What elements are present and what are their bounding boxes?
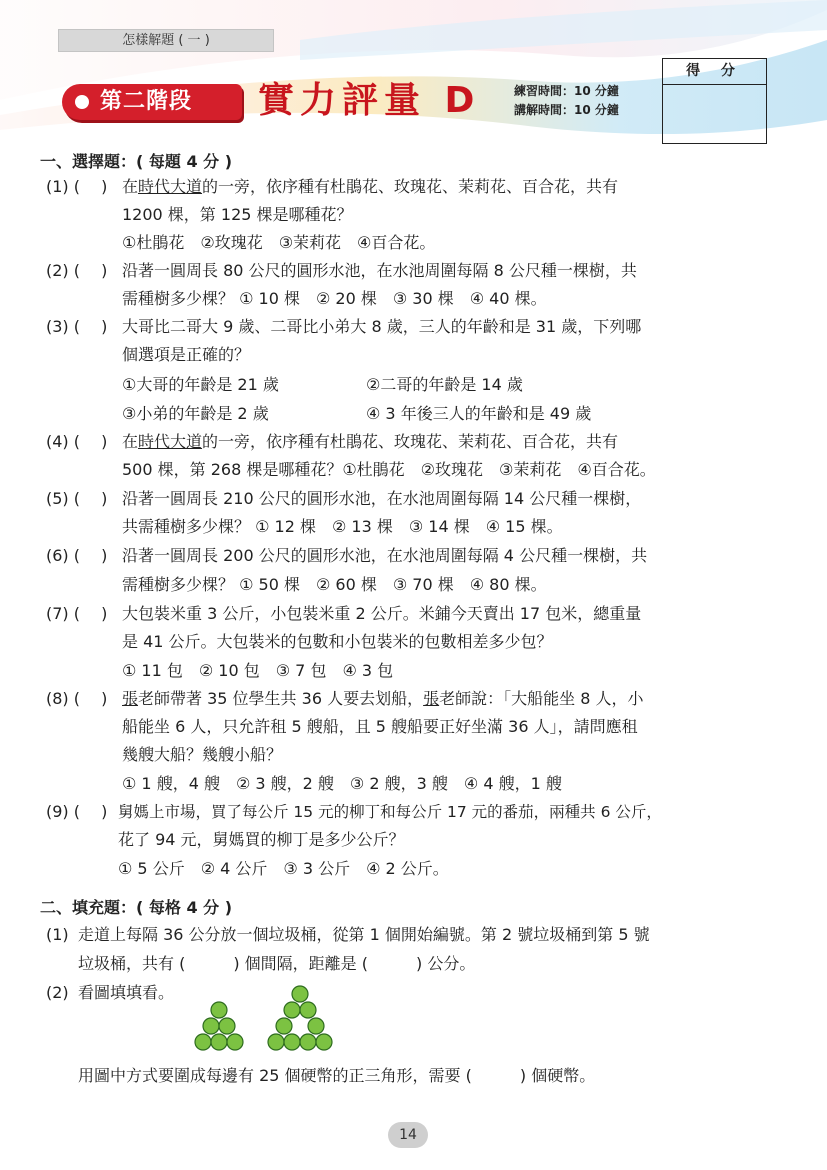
q3-number[interactable]: (3) ( ) bbox=[46, 317, 108, 336]
fill-q1-number: (1) bbox=[46, 925, 69, 944]
q8-number[interactable]: (8) ( ) bbox=[46, 689, 108, 708]
coin-icon bbox=[284, 1034, 300, 1050]
q8-line-1: 張老師帶著 35 位學生共 36 人要去划船，張老師說：「大船能坐 8 人，小 bbox=[122, 689, 644, 708]
coin-icon bbox=[276, 1018, 292, 1034]
q8-line-2: 船能坐 6 人，只允許租 5 艘船，且 5 艘船要正好坐滿 36 人」，請問應租 bbox=[122, 717, 638, 736]
q7-line-1: 大包裝米重 3 公斤，小包裝米重 2 公斤。米鋪今天賣出 17 包米，總重量 bbox=[122, 604, 642, 623]
q9-number[interactable]: (9) ( ) bbox=[46, 802, 108, 821]
coin-icon bbox=[268, 1034, 284, 1050]
q2-number[interactable]: (2) ( ) bbox=[46, 261, 108, 280]
q1-number[interactable]: (1) ( ) bbox=[46, 177, 108, 196]
section-1-title: 一、選擇題：( 每題 4 分 ) bbox=[40, 152, 233, 171]
stage-label: 第二階段 bbox=[100, 89, 193, 114]
q3-line-1: 大哥比二哥大 9 歲、二哥比小弟大 8 歲，三人的年齡和是 31 歲，下列哪 bbox=[122, 317, 642, 336]
coin-icon bbox=[292, 986, 308, 1002]
q5-line-2: 共需種樹多少棵？ ① 12 棵 ② 13 棵 ③ 14 棵 ④ 15 棵。 bbox=[122, 517, 563, 536]
fill-q1-line-1: 走道上每隔 36 公分放一個垃圾桶，從第 1 個開始編號。第 2 號垃圾桶到第 5 號 bbox=[78, 925, 650, 944]
q9-line-1: 舅媽上市場，買了每公斤 15 元的柳丁和每公斤 17 元的番茄，兩種共 6 公斤， bbox=[118, 803, 662, 821]
q8-line-3: 幾艘大船？幾艘小船？ bbox=[122, 745, 283, 764]
coin-icon bbox=[211, 1034, 227, 1050]
fill-q2-line-1: 看圖填填看。 bbox=[78, 983, 175, 1002]
coin-icon bbox=[195, 1034, 211, 1050]
q3-option-4: ④ 3 年後三人的年齡和是 49 歲 bbox=[366, 404, 592, 423]
q7-options: ① 11 包 ② 10 包 ③ 7 包 ④ 3 包 bbox=[122, 661, 394, 680]
section-2-title: 二、填充題：( 每格 4 分 ) bbox=[40, 898, 233, 917]
bullet-dot-icon bbox=[75, 95, 89, 109]
q1-options: ①杜鵑花 ②玫瑰花 ③茉莉花 ④百合花。 bbox=[122, 233, 436, 252]
coin-icon bbox=[300, 1034, 316, 1050]
q9-line-2: 花了 94 元，舅媽買的柳丁是多少公斤？ bbox=[118, 830, 405, 849]
q5-line-1: 沿著一圓周長 210 公尺的圓形水池，在水池周圍每隔 14 公尺種一棵樹， bbox=[122, 489, 642, 508]
q6-line-1: 沿著一圓周長 200 公尺的圓形水池，在水池周圍每隔 4 公尺種一棵樹，共 bbox=[122, 546, 648, 565]
coin-icon bbox=[308, 1018, 324, 1034]
q7-line-2: 是 41 公斤。大包裝米的包數和小包裝米的包數相差多少包？ bbox=[122, 632, 553, 651]
stage-badge bbox=[62, 84, 242, 120]
q7-number[interactable]: (7) ( ) bbox=[46, 604, 108, 623]
q2-line-1: 沿著一圓周長 80 公尺的圓形水池，在水池周圍每隔 8 公尺種一棵樹，共 bbox=[122, 261, 637, 280]
q4-line-2: 500 棵，第 268 棵是哪種花？①杜鵑花 ②玫瑰花 ③茉莉花 ④百合花。 bbox=[122, 460, 656, 479]
fill-q1-line-2[interactable]: 垃圾桶，共有 ( ) 個間隔，距離是 ( ) 公分。 bbox=[78, 954, 476, 973]
q8-options: ① 1 艘，4 艘 ② 3 艘，2 艘 ③ 2 艘，3 艘 ④ 4 艘，1 艘 bbox=[122, 774, 562, 793]
evaluation-title: 實力評量 D bbox=[258, 80, 481, 121]
q5-number[interactable]: (5) ( ) bbox=[46, 489, 108, 508]
q4-number[interactable]: (4) ( ) bbox=[46, 432, 108, 451]
coin-icon bbox=[203, 1018, 219, 1034]
q1-line-1: 在時代大道的一旁，依序種有杜鵑花、玫瑰花、茉莉花、百合花，共有 bbox=[122, 177, 619, 196]
fill-q2-number: (2) bbox=[46, 983, 69, 1002]
time-info bbox=[514, 82, 619, 120]
page-number: 14 bbox=[388, 1122, 428, 1148]
coin-icon bbox=[316, 1034, 332, 1050]
q3-option-2: ②二哥的年齡是 14 歲 bbox=[366, 375, 523, 394]
q1-line-2: 1200 棵，第 125 棵是哪種花？ bbox=[122, 205, 353, 224]
q3-option-3: ③小弟的年齡是 2 歲 bbox=[122, 404, 269, 423]
practice-time: 練習時間：10 分鐘 bbox=[514, 84, 619, 98]
q6-line-2: 需種樹多少棵？ ① 50 棵 ② 60 棵 ③ 70 棵 ④ 80 棵。 bbox=[122, 575, 547, 594]
coin-icon bbox=[219, 1018, 235, 1034]
chapter-tab: 怎樣解題 ( 一 ) bbox=[58, 29, 274, 52]
coin-icon bbox=[227, 1034, 243, 1050]
coin-triangles-figure bbox=[185, 982, 360, 1057]
coin-icon bbox=[211, 1002, 227, 1018]
coin-icon bbox=[300, 1002, 316, 1018]
q3-option-1: ①大哥的年齡是 21 歲 bbox=[122, 375, 279, 394]
q4-line-1: 在時代大道的一旁，依序種有杜鵑花、玫瑰花、茉莉花、百合花，共有 bbox=[122, 432, 619, 451]
q6-number[interactable]: (6) ( ) bbox=[46, 546, 108, 565]
q2-line-2: 需種樹多少棵？ ① 10 棵 ② 20 棵 ③ 30 棵 ④ 40 棵。 bbox=[122, 289, 547, 308]
explain-time: 講解時間：10 分鐘 bbox=[514, 103, 619, 117]
q9-options: ① 5 公斤 ② 4 公斤 ③ 3 公斤 ④ 2 公斤。 bbox=[118, 859, 449, 878]
score-box[interactable] bbox=[662, 58, 767, 144]
fill-q2-line-2[interactable]: 用圖中方式要圍成每邊有 25 個硬幣的正三角形，需要 ( ) 個硬幣。 bbox=[78, 1066, 596, 1085]
q3-line-2: 個選項是正確的？ bbox=[122, 345, 251, 364]
score-label: 得 分 bbox=[663, 59, 766, 85]
coin-icon bbox=[284, 1002, 300, 1018]
